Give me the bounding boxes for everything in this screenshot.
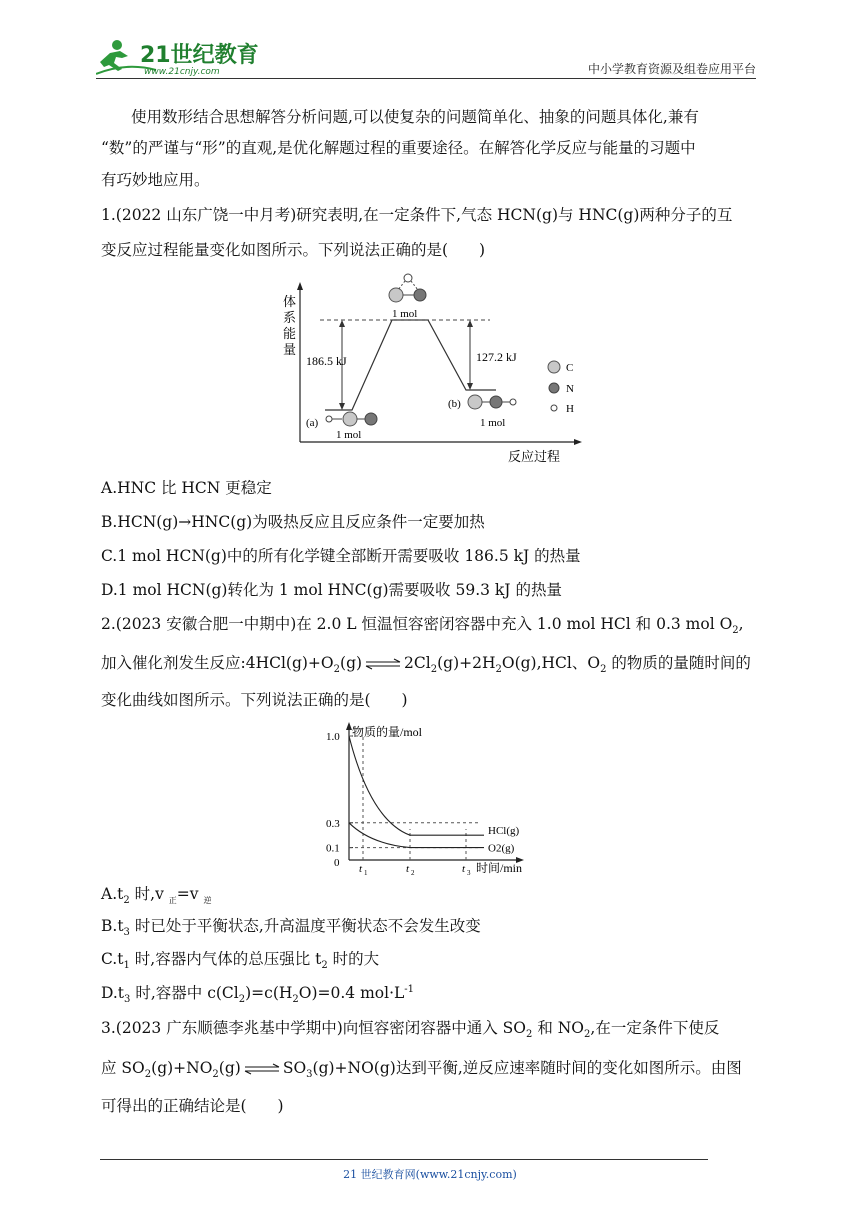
intro-line-2: “数”的严谨与“形”的直观,是优化解题过程的重要途径。在解答化学反应与能量的习题中 xyxy=(101,139,696,157)
label-1mol-b: 1 mol xyxy=(480,417,506,429)
q1-option-c: C.1 mol HCN(g)中的所有化学键全部断开需要吸收 186.5 kJ 的热量 xyxy=(101,547,581,565)
svg-text:21世纪教育: 21世纪教育 xyxy=(140,43,259,68)
y-tick-label: 0.1 xyxy=(326,842,340,855)
x-axis-label: 反应过程 xyxy=(508,449,561,464)
label-1mol-a: 1 mol xyxy=(336,429,362,441)
header-platform-text: 中小学教育资源及组卷应用平台 xyxy=(587,62,756,76)
q2-option-d: $D.t_3$ 时,容器中 $c(Cl_2)=c(H_2O)=0.4$ $mol\cdot L^{-1}$ xyxy=(101,983,415,1006)
intro-line-1: 使用数形结合思想解答分析问题,可以使复杂的问题简单化、抽象的问题具体化,兼有 xyxy=(131,108,699,126)
q1-option-a: A.HNC 比 HCN 更稳定 xyxy=(101,479,272,497)
q1-option-d: D.1 mol HCN(g)转化为 1 mol HNC(g)需要吸收 59.3 kJ 的热量 xyxy=(101,581,562,599)
series-hcl-label: HCl(g) xyxy=(488,825,520,838)
legend-c: C xyxy=(566,362,574,374)
x-tick-label: t xyxy=(462,863,466,875)
y-tick-label: 0.3 xyxy=(326,817,340,830)
q2-option-c: $C.t_1$ 时,容器内气体的总压强比 $t_2$ 时的大 xyxy=(101,950,380,972)
site-logo xyxy=(96,36,266,78)
equilibrium-arrow-icon xyxy=(364,658,402,670)
series-o2-label: O2(g) xyxy=(488,842,515,855)
q3-stem-line-2: 应 $SO_2(g)+NO_2(g)$ $SO_3(g)+NO(g)$达到平衡,逆反应速率随时间的变化如图所示。由图 xyxy=(101,1059,742,1081)
q2-option-a: $A.t_2$ 时,v $_正$=v $_逆$ xyxy=(101,885,212,907)
y-axis-label-2: 系 xyxy=(283,310,297,325)
energy-label-127: 127.2 kJ xyxy=(476,350,517,364)
energy-label-186: 186.5 kJ xyxy=(306,354,347,368)
q3-stem-line-3: 可得出的正确结论是( ) xyxy=(101,1097,284,1115)
q3-stem-line-1: 3.(2023 广东顺德李兆基中学期中)向恒容密闭容器中通入 $SO_2$ 和 $NO_2$,在一定条件下使反 xyxy=(101,1019,720,1041)
header-divider xyxy=(96,78,756,79)
y-axis-label-3: 能 xyxy=(283,326,297,341)
x-tick-label: t xyxy=(406,863,410,875)
x-tick-sub: 1 xyxy=(364,869,368,877)
q2-stem-line-1: 2.(2023 安徽合肥一中期中)在 2.0 L 恒温恒容密闭容器中充入 1.0 mol HCl 和 0.3 mol $O_2$, xyxy=(101,615,744,637)
q2-stem-line-3: 变化曲线如图所示。下列说法正确的是( ) xyxy=(101,691,408,709)
label-a: (a) xyxy=(306,417,319,429)
footer-text: 21 世纪教育网(www.21cnjy.com) xyxy=(343,1168,517,1181)
q1-energy-diagram xyxy=(270,270,590,470)
x-tick-sub: 3 xyxy=(467,869,471,877)
legend-h: H xyxy=(566,403,574,415)
label-b: (b) xyxy=(448,398,461,410)
chart-origin: 0 xyxy=(334,857,340,869)
q1-stem-line-2: 变反应过程能量变化如图所示。下列说法正确的是( ) xyxy=(101,241,486,259)
label-1mol-ts: 1 mol xyxy=(392,308,418,320)
chart-xlabel: 时间/min xyxy=(476,861,523,875)
equilibrium-arrow-icon xyxy=(243,1063,281,1075)
series-hcl-line xyxy=(349,736,484,835)
legend-n: N xyxy=(566,383,574,395)
footer-divider xyxy=(100,1159,708,1160)
q1-option-b: B.HCN(g)→HNC(g)为吸热反应且反应条件一定要加热 xyxy=(101,513,485,531)
chart-ylabel: 物质的量/mol xyxy=(352,725,423,739)
intro-line-3: 有巧妙地应用。 xyxy=(101,171,210,189)
y-axis-label-4: 量 xyxy=(283,342,297,357)
y-axis-label-1: 体 xyxy=(283,294,297,309)
q2-stem-line-2: 加入催化剂发生反应$:4HCl(g)+O_2(g)$ $2Cl_2(g)+2H_2O(g),HCl$、$O_2$ 的物质的量随时间的 xyxy=(101,654,751,676)
y-tick-label: 1.0 xyxy=(326,731,340,743)
svg-text:www.21cnjy.com: www.21cnjy.com xyxy=(144,67,220,77)
q2-mole-time-chart xyxy=(318,718,548,882)
q2-option-b: $B.t_3$ 时已处于平衡状态,升高温度平衡状态不会发生改变 xyxy=(101,917,481,939)
q1-stem-line-1: 1.(2022 山东广饶一中月考)研究表明,在一定条件下,气态 HCN(g)与 HNC(g)两种分子的互 xyxy=(101,206,733,224)
x-tick-sub: 2 xyxy=(411,869,415,877)
x-tick-label: t xyxy=(359,863,363,875)
